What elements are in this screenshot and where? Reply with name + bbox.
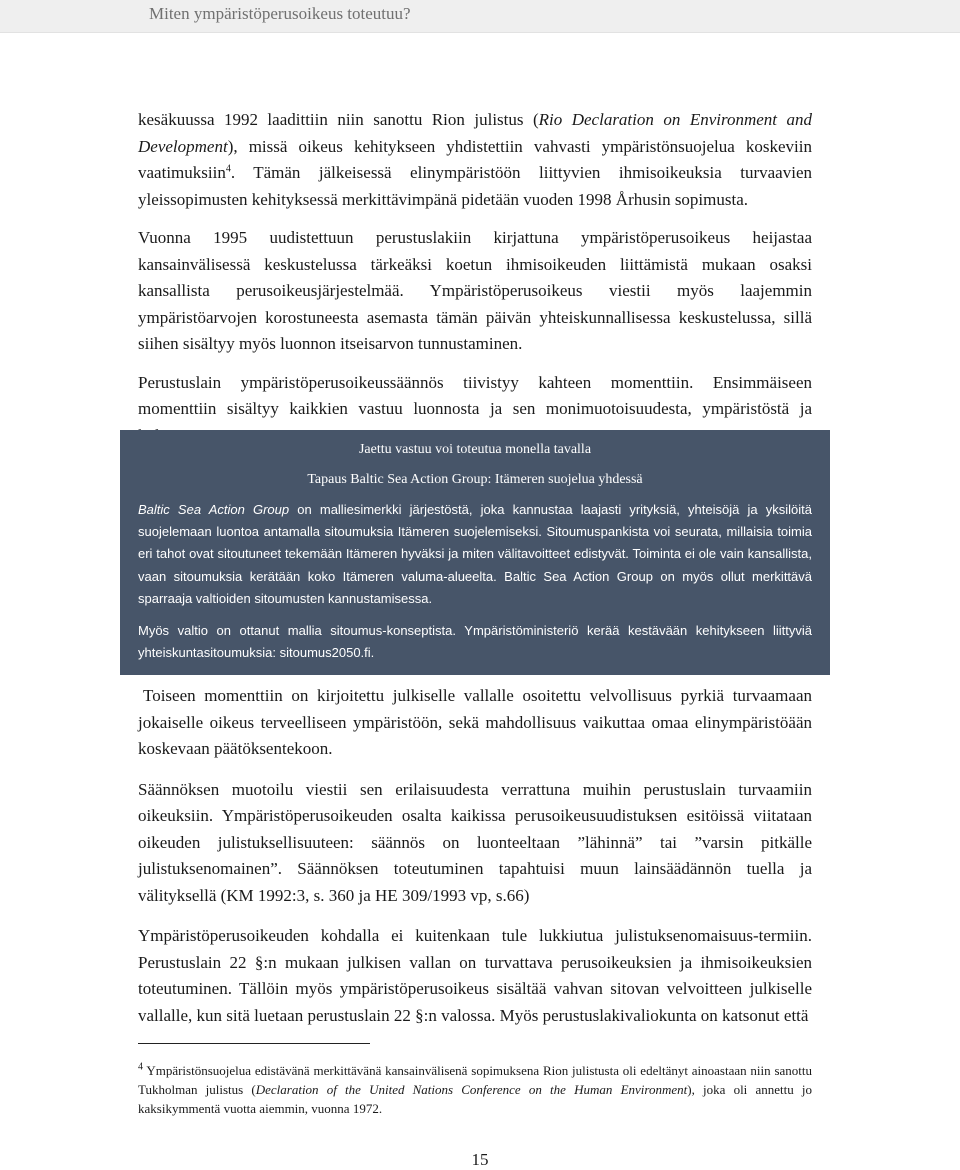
- info-box-paragraph-2: Myös valtio on ottanut mallia sitoumus-konseptista. Ympäristöministeriö kerää kestävään kehitykseen liittyviä yhteiskuntasitoumuksia: sitoumus2050.fi.: [138, 623, 812, 661]
- body-text-bottom: [138, 683, 812, 1029]
- info-box-paragraph-1: Baltic Sea Action Group on malliesimerkki järjestöstä, joka kannustaa laajasti yrityksiä, yhteisöjä ja yksilöitä suojelemaan luontoa antamalla sitoumuksia Itämeren suojelemiseksi. Sitoumuspankista voi seurata, millaisia toimia eri tahot ovat sitoutuneet tekemään Itämeren hyväksi ja miten välitavoitteet edistyvät. Toiminta ei ole vain kansallista, vaan sitoumuksia kerätään koko Itämeren valuma-alueelta. Baltic Sea Action Group on myös ollut merkittävä sparraaja valtioiden sitoumusten kannustamisessa.: [138, 502, 812, 606]
- footnote-divider: [138, 1043, 370, 1044]
- paragraph-constitution-1995: Vuonna 1995 uudistettuun perustuslakiin kirjattuna ympäristöperusoikeus heijastaa kansainvälisessä keskustelussa tärkeäksi koetun ihmisoikeuden liittämistä mukaan osaksi kansallista perusoikeusjärjestelmää. Ympäristöperusoikeus viestii myös laajemmin ympäristöarvojen korostuneesta asemasta tämän päivän yhteiskunnallisessa keskustelussa, sillä siihen sisältyy myös luonnon itseisarvon tunnustaminen.: [138, 228, 812, 353]
- paragraph-second-moment: Toiseen momenttiin on kirjoitettu julkiselle vallalle osoitettu velvollisuus pyrkiä turvaamaan jokaiselle oikeus terveelliseen ympäristöön, sekä mahdollisuus vaikuttaa omaa elinympäristöään koskevaan päätöksentekoon.: [138, 686, 812, 758]
- info-box: [120, 430, 830, 675]
- header-bar: [0, 0, 960, 33]
- footnote: $^4$ Ympäristönsuojelua edistävänä merkittävänä kansainvälisenä sopimuksena Rion julistusta oli edeltänyt ainoastaan niin sanottu Tukholman julistus (Declaration of the United Nations Conference on the Human Environment), joka oli annettu jo kaksikymmentä vuotta aiemmin, vuonna 1972.: [138, 1061, 813, 1116]
- rio-declaration-title: Rio Declaration on Environment and Development: [138, 110, 812, 156]
- info-box-subtitle: Tapaus Baltic Sea Action Group: Itämeren suojelua yhdessä: [307, 472, 643, 487]
- body-text-top: [138, 107, 812, 449]
- info-box-title: Jaettu vastuu voi toteutua monella tavalla: [358, 442, 592, 457]
- footnote-number: 4: [138, 1061, 143, 1073]
- paragraph-wording: Säännöksen muotoilu viestii sen erilaisuudesta verrattuna muihin perustuslain turvaamiin oikeuksiin. Ympäristöperusoikeuden osalta kaikissa perusoikeusuudistuksen esitöissä viitataan oikeuden julistuksellisuuteen: säännös on luonteeltaan ”lähinnä” tai ”varsin pitkälle julistuksenomainen”. Säännöksen toteutuminen tapahtuisi muun lainsäädännön tuella ja välityksellä (KM 1992:3, s. 360 ja HE 309/1993 vp, s.66): [138, 779, 812, 905]
- footnote-ref[interactable]: 4: [225, 163, 231, 175]
- paragraph-two-moments: Perustuslain ympäristöperusoikeussäännös tiivistyy kahteen momenttiin. Ensimmäiseen momenttiin sisältyy kaikkien vastuu luonnosta ja sen monimuotoisuudesta, ympäristöstä ja: [138, 372, 812, 418]
- paragraph-rio-declaration: kesäkuussa 1992 laadittiin niin sanottu Rion julistus (Rio Declaration on Environment and Development), missä oikeus kehitykseen yhdistettiin vahvasti ympäristönsuojelua koskeviin vaatimuksiin$^4$. Tämän jälkeisessä elinympäristöön liittyvien ihmisoikeuksia turvaavien yleissopimusten kehityksessä merkittävimpänä pidetään vuoden 1998 Århusin sopimusta.: [138, 110, 812, 209]
- document-title: Miten ympäristöperusoikeus toteutuu?: [149, 4, 411, 23]
- paragraph-section-22: Ympäristöperusoikeuden kohdalla ei kuitenkaan tule lukkiutua julistuksenomaisuus-termiin. Perustuslain 22 §:n mukaan julkisen vallan on turvattava perusoikeuksien ja ihmisoikeuksien toteutuminen. Tällöin myös ympäristöperusoikeus sisältää vahvan sitovan velvoitteen julkiselle vallalle, kun sitä luetaan perustuslain 22 §:n valossa. Myös perustuslakivaliokunta on katsonut että: [138, 926, 812, 1025]
- page-number: 15: [471, 1150, 489, 1169]
